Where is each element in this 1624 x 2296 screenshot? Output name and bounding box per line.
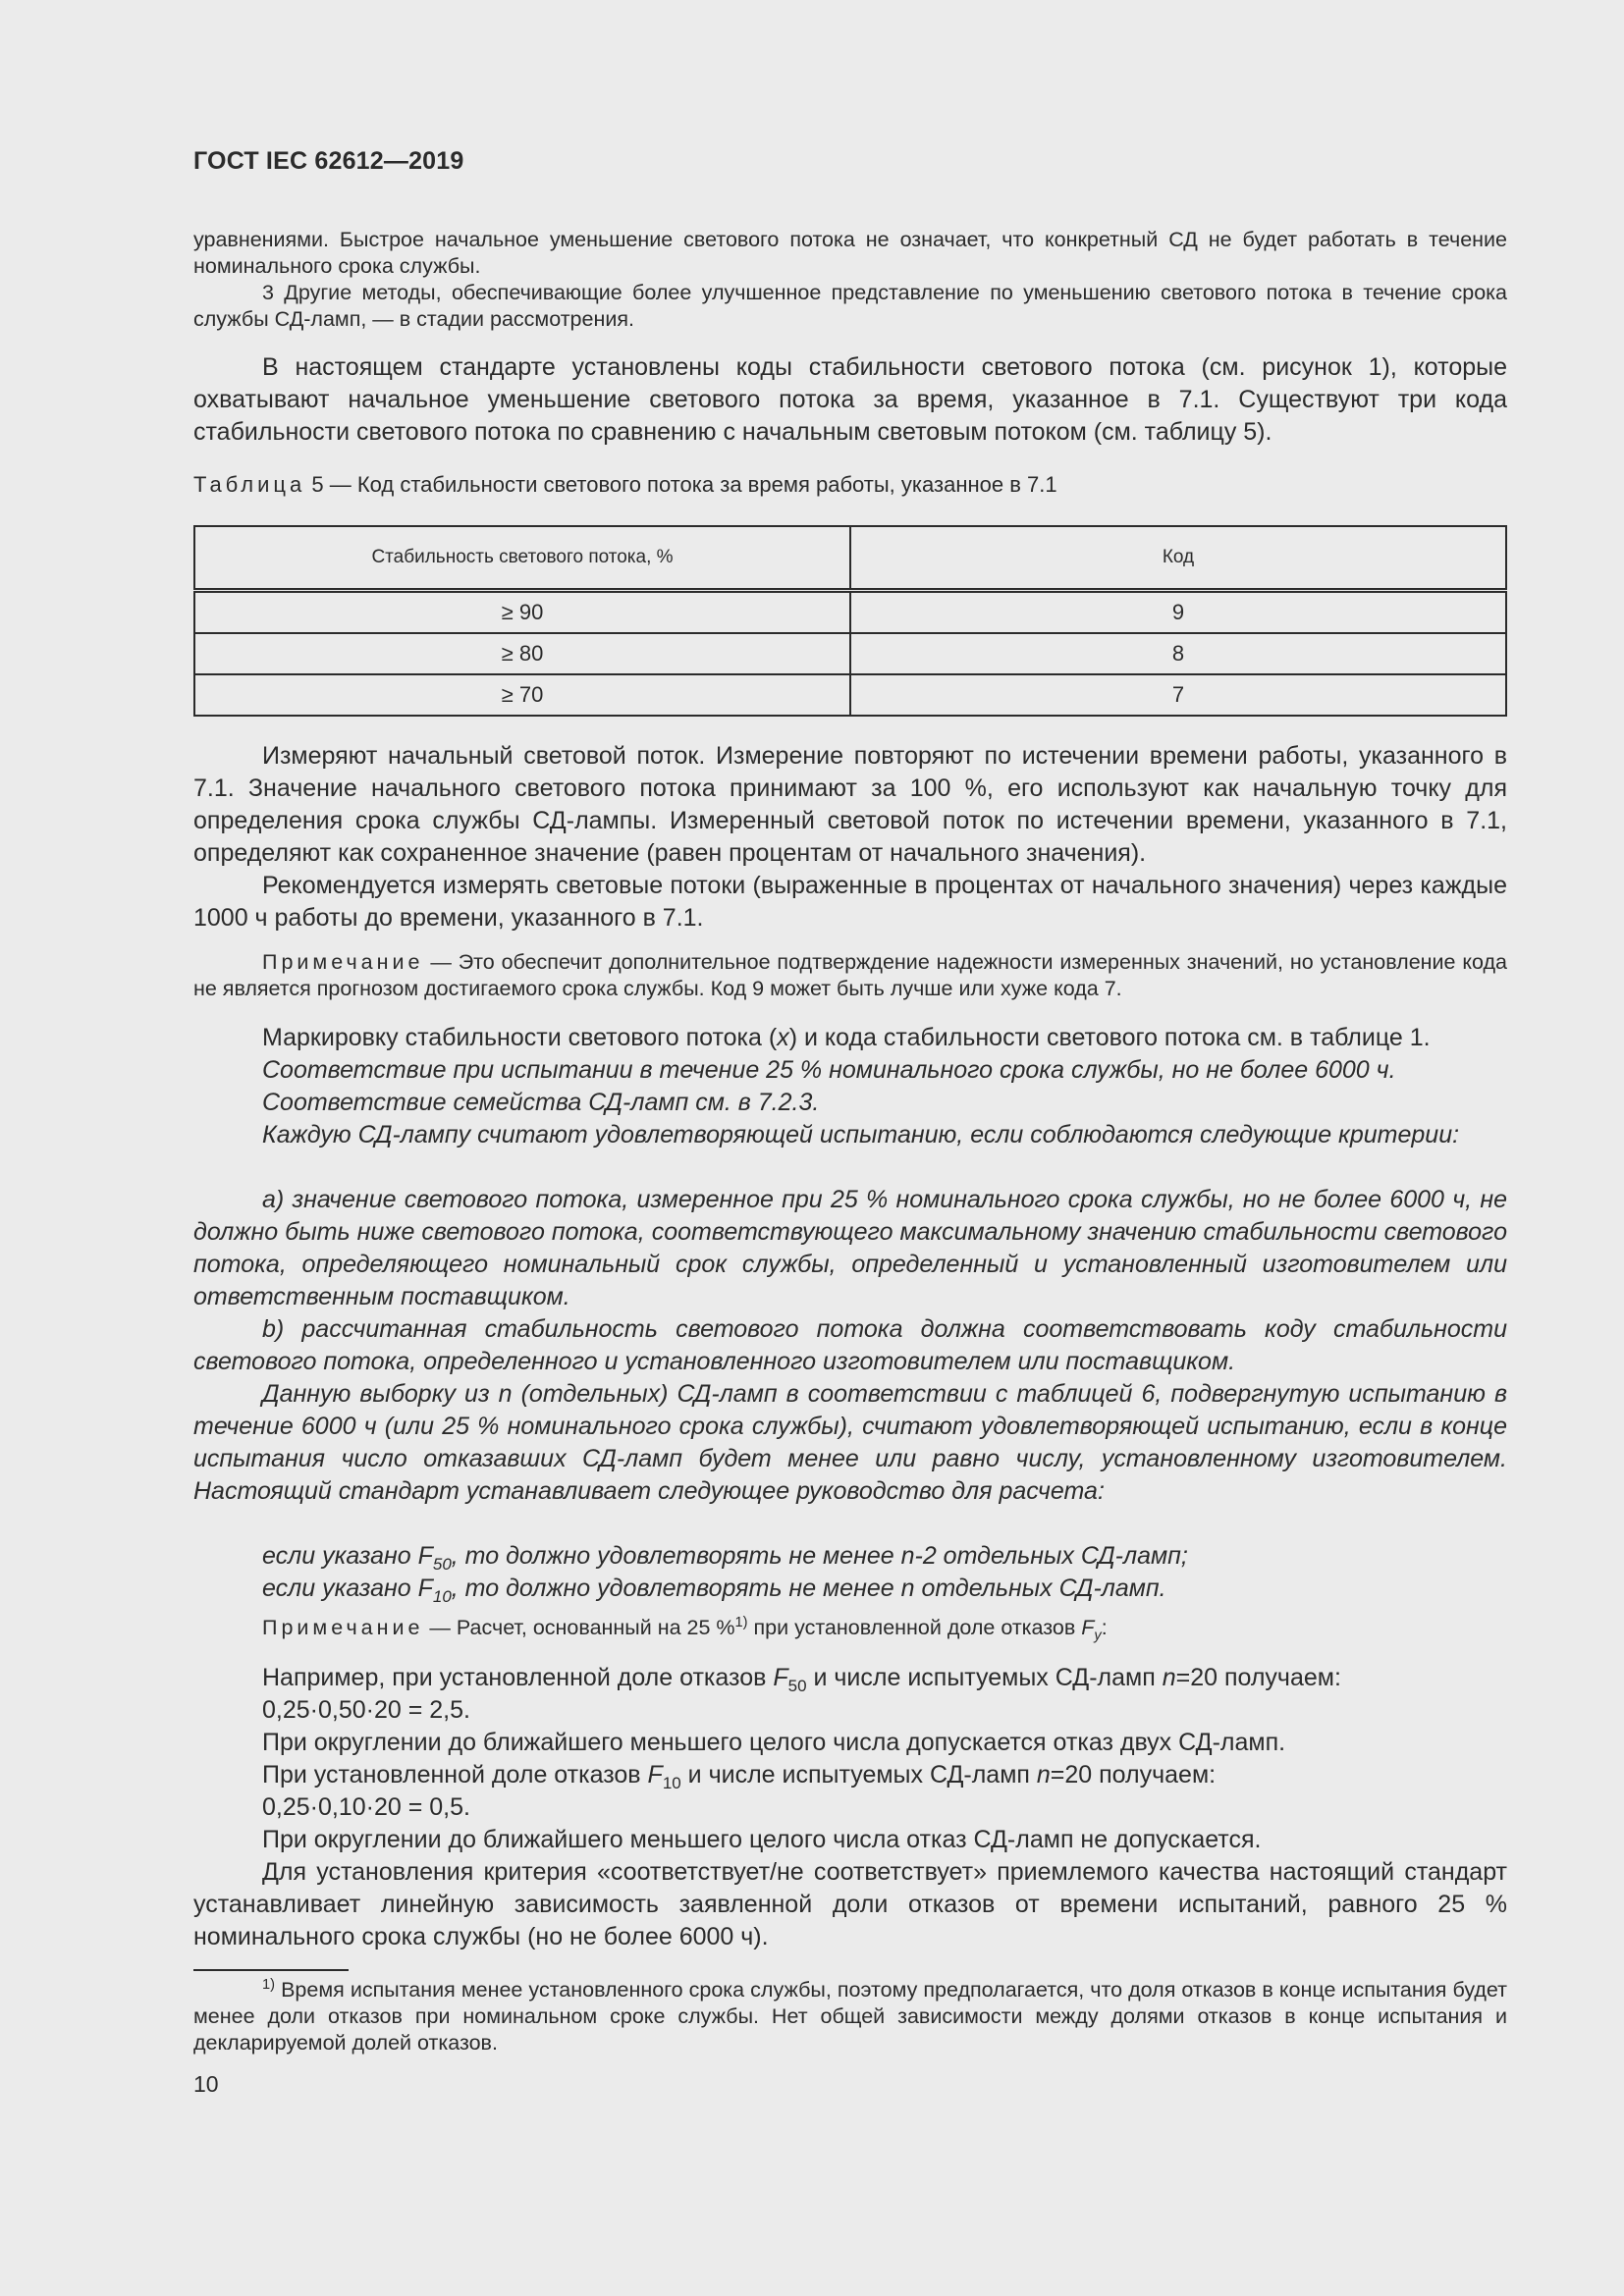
table-header-code: Код bbox=[850, 526, 1506, 591]
note-label: Примечание bbox=[262, 950, 424, 974]
marking-variable: x bbox=[777, 1024, 789, 1051]
footnote-separator bbox=[193, 1969, 349, 1971]
note-2-variable: F bbox=[1081, 1616, 1095, 1639]
example-1-n: n bbox=[1162, 1664, 1176, 1691]
example-1-end: =20 получаем: bbox=[1175, 1664, 1341, 1691]
footnote-ref: 1) bbox=[734, 1614, 748, 1630]
table-cell-code: 7 bbox=[850, 674, 1506, 716]
note-2-end: : bbox=[1101, 1616, 1108, 1639]
note-2-text: — Расчет, основанный на 25 % bbox=[423, 1616, 735, 1639]
rule-f50-end: , то должно удовлетворять не менее n-2 отдельных СД-ламп; bbox=[451, 1542, 1188, 1570]
family-reference: Соответствие семейства СД-ламп см. в 7.2.3. bbox=[262, 1089, 820, 1116]
rule-f10-subscript: 10 bbox=[432, 1587, 452, 1606]
note-2-subscript: y bbox=[1094, 1628, 1102, 1644]
example-1-variable: F bbox=[773, 1664, 788, 1691]
marking-text-start: Маркировку стабильности светового потока ( bbox=[262, 1024, 778, 1051]
table-row bbox=[194, 674, 1506, 716]
note-item-3: 3 Другие методы, обеспечивающие более улучшенное представление по уменьшению светового потока в течение срока службы СД-ламп, — в стадии рассмотрения. bbox=[193, 281, 1507, 331]
criterion-b: b) рассчитанная стабильность светового потока должна соответствовать коду стабильности светового потока, определенного и установленного изготовителем или поставщиком. bbox=[193, 1315, 1507, 1375]
table-cell-code: 8 bbox=[850, 633, 1506, 674]
table-header-row bbox=[194, 526, 1506, 591]
note-label: Примечание bbox=[262, 1616, 424, 1639]
table-caption-label: Таблица bbox=[193, 472, 306, 497]
example-2 bbox=[193, 1759, 1507, 1791]
paragraph-recommend: Рекомендуется измерять световые потоки (выраженные в процентах от начального значения) через каждые 1000 ч работы до времени, указанного в 7.1. bbox=[193, 872, 1507, 932]
calculation-1: 0,25·0,50·20 = 2,5. bbox=[262, 1696, 470, 1724]
table-cell-stability: ≥ 90 bbox=[194, 591, 850, 634]
table-5 bbox=[193, 525, 1507, 717]
example-1 bbox=[193, 1662, 1507, 1694]
note-text: — Это обеспечит дополнительное подтверждение надежности измеренных значений, но установление кода не является прогнозом достигаемого срока службы. Код 9 может быть лучше или хуже кода 7. bbox=[193, 950, 1507, 1000]
document-header: ГОСТ IEC 62612—2019 bbox=[193, 147, 464, 175]
criterion-a: а) значение светового потока, измеренное при 25 % номинального срока службы, но не более 6000 ч, не должно быть ниже светового потока, соответствующего максимальному значению стабильности светового потока, определяющего номинальный срок службы, определенный и установленный изготовителем или ответственным поставщиком. bbox=[193, 1186, 1507, 1310]
table-caption bbox=[193, 472, 1057, 498]
note-1 bbox=[193, 949, 1507, 1002]
marking-text-end: ) и кода стабильности светового потока см. в таблице 1. bbox=[788, 1024, 1431, 1051]
table-cell-stability: ≥ 70 bbox=[194, 674, 850, 716]
example-2-subscript: 10 bbox=[662, 1774, 681, 1792]
table-header-stability: Стабильность светового потока, % bbox=[194, 526, 850, 591]
rounding-2: При округлении до ближайшего меньшего целого числа отказ СД-ламп не допускается. bbox=[262, 1826, 1262, 1853]
conformity-requirement: Соответствие при испытании в течение 25 % номинального срока службы, но не более 6000 ч. bbox=[262, 1056, 1396, 1084]
rule-f10 bbox=[193, 1573, 1507, 1605]
paragraph-criteria: Для установления критерия «соответствует/не соответствует» приемлемого качества настоящий стандарт устанавливает линейную зависимость заявленной доли отказов от времени испытаний, равного 25 % номинального срока службы (но не более 6000 ч). bbox=[193, 1858, 1507, 1950]
criteria-intro: Каждую СД-лампу считают удовлетворяющей испытанию, если соблюдаются следующие критерии: bbox=[262, 1121, 1460, 1148]
paragraph-codes: В настоящем стандарте установлены коды стабильности светового потока (см. рисунок 1), которые охватывают начальное уменьшение светового потока за время, указанное в 7.1. Существуют три кода стабильности светового потока по сравнению с начальным световым потоком (см. таблицу 5). bbox=[193, 353, 1507, 446]
table-cell-stability: ≥ 80 bbox=[194, 633, 850, 674]
paragraph-marking bbox=[193, 1022, 1507, 1054]
example-2-variable: F bbox=[647, 1761, 663, 1789]
example-2-start: При установленной доле отказов bbox=[262, 1761, 648, 1789]
table-caption-text: 5 — Код стабильности светового потока за время работы, указанное в 7.1 bbox=[305, 472, 1057, 497]
example-1-subscript: 50 bbox=[787, 1677, 807, 1695]
table-cell-code: 9 bbox=[850, 591, 1506, 634]
footnote-mark: 1) bbox=[262, 1976, 275, 1993]
rule-f50-start: если указано F bbox=[262, 1542, 433, 1570]
example-1-mid: и числе испытуемых СД-ламп bbox=[806, 1664, 1163, 1691]
page-number: 10 bbox=[193, 2071, 219, 2097]
example-2-mid: и числе испытуемых СД-ламп bbox=[680, 1761, 1037, 1789]
note-continuation: уравнениями. Быстрое начальное уменьшение светового потока не означает, что конкретный СД не будет работать в течение номинального срока службы. bbox=[193, 228, 1507, 278]
calculation-2: 0,25·0,10·20 = 0,5. bbox=[262, 1793, 470, 1821]
paragraph-measure: Измеряют начальный световой поток. Измерение повторяют по истечении времени работы, указанного в 7.1. Значение начального светового потока принимают за 100 %, его используют как начальную точку для определения срока службы СД-лампы. Измеренный световой поток по истечении времени, указанного в 7.1, определяют как сохраненное значение (равен процентам от начального значения). bbox=[193, 742, 1507, 867]
rule-f50 bbox=[193, 1540, 1507, 1573]
table-row bbox=[194, 591, 1506, 634]
example-2-end: =20 получаем: bbox=[1050, 1761, 1217, 1789]
note-2-text-cont: при установленной доле отказов bbox=[747, 1616, 1082, 1639]
example-2-n: n bbox=[1036, 1761, 1051, 1789]
footnote bbox=[193, 1977, 1507, 2056]
rounding-1: При округлении до ближайшего меньшего целого числа допускается отказ двух СД-ламп. bbox=[262, 1729, 1286, 1756]
rule-f50-subscript: 50 bbox=[432, 1555, 452, 1574]
rule-f10-end: , то должно удовлетворять не менее n отдельных СД-ламп. bbox=[451, 1575, 1166, 1602]
table-row bbox=[194, 633, 1506, 674]
footnote-text: Время испытания менее установленного срока службы, поэтому предполагается, что доля отказов в конце испытания будет менее доли отказов при номинальном сроке службы. Нет общей зависимости между долями отказов в конце испытания и декларируемой долей отказов. bbox=[193, 1978, 1507, 2055]
rule-f10-start: если указано F bbox=[262, 1575, 433, 1602]
example-1-start: Например, при установленной доле отказов bbox=[262, 1664, 774, 1691]
note-2 bbox=[193, 1614, 1507, 1644]
sample-paragraph: Данную выборку из n (отдельных) СД-ламп в соответствии с таблицей 6, подвергнутую испытанию в течение 6000 ч (или 25 % номинального срока службы), считают удовлетворяющей испытанию, если в конце испытания число отказавших СД-ламп будет менее или равно числу, установленному изготовителем. Настоящий стандарт устанавливает следующее руководство для расчета: bbox=[193, 1380, 1507, 1505]
